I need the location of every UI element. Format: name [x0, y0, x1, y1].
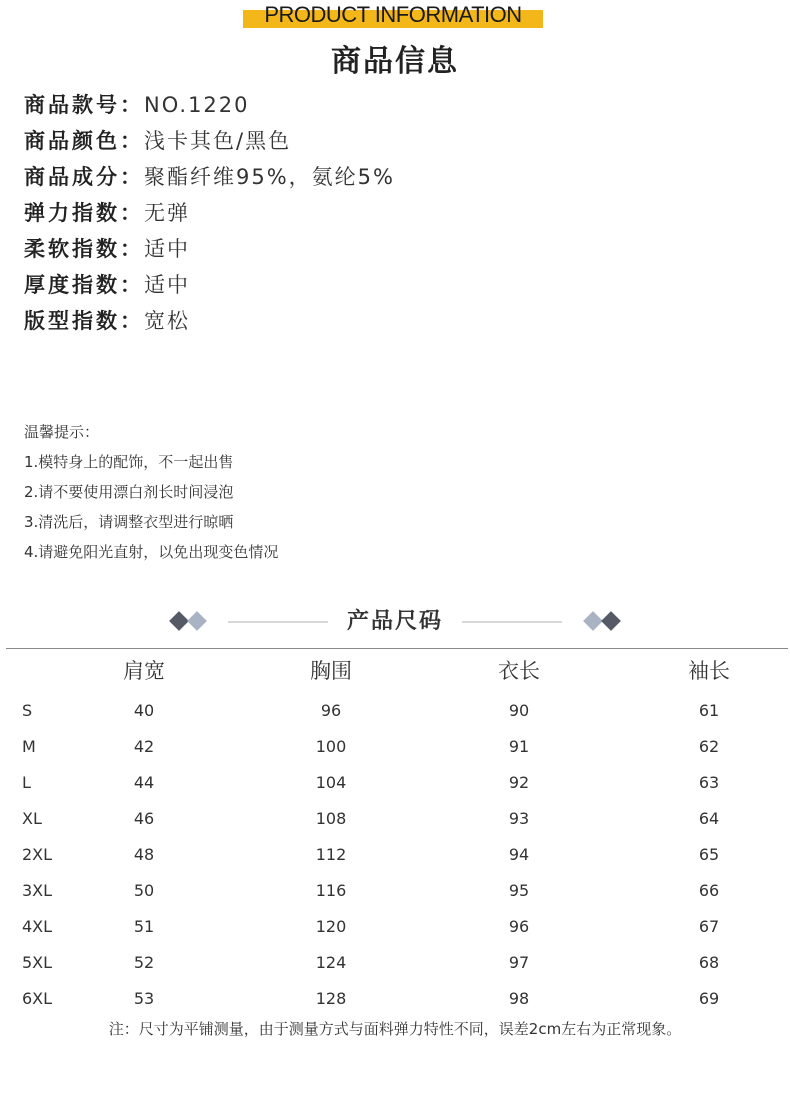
- size-cell: XL: [22, 809, 42, 828]
- chest-cell: 108: [315, 809, 347, 828]
- tip-item: 2.请不要使用漂白剂长时间浸泡: [24, 483, 234, 501]
- table-row: [0, 764, 790, 800]
- info-label: 商品款号：: [24, 93, 144, 117]
- table-row: [0, 728, 790, 764]
- info-value: 适中: [144, 273, 190, 297]
- size-cell: 4XL: [22, 917, 53, 936]
- info-value: NO.1220: [144, 93, 250, 117]
- chest-cell: 104: [315, 773, 347, 792]
- info-label: 商品成分：: [24, 165, 144, 189]
- info-value: 无弹: [144, 201, 190, 225]
- shoulder-cell: 51: [133, 917, 155, 936]
- info-value: 聚酯纤维95%，氨纶5%: [144, 165, 395, 189]
- header-banner: [243, 0, 543, 30]
- shoulder-cell: 42: [133, 737, 155, 756]
- size-cell: 3XL: [22, 881, 53, 900]
- shoulder-cell: 40: [133, 701, 155, 720]
- info-label: 版型指数：: [24, 309, 144, 333]
- shoulder-cell: 44: [133, 773, 155, 792]
- sleeve-cell: 63: [698, 773, 720, 792]
- size-table: [0, 654, 790, 1016]
- sleeve-cell: 65: [698, 845, 720, 864]
- page-title: 商品信息: [331, 44, 459, 79]
- divider-line: [462, 621, 562, 623]
- size-cell: M: [22, 737, 36, 756]
- size-section-title: 产品尺码: [346, 609, 443, 634]
- length-cell: 93: [508, 809, 530, 828]
- chest-cell: 128: [315, 989, 347, 1008]
- chest-cell: 100: [315, 737, 347, 756]
- length-cell: 90: [508, 701, 530, 720]
- care-tips: [24, 421, 278, 571]
- size-cell: L: [22, 773, 31, 792]
- header-cell-chest: 胸围: [310, 659, 352, 683]
- shoulder-cell: 52: [133, 953, 155, 972]
- info-value: 浅卡其色/黑色: [144, 129, 292, 153]
- table-row: [0, 692, 790, 728]
- length-cell: 91: [508, 737, 530, 756]
- sleeve-cell: 64: [698, 809, 720, 828]
- table-header-row: [0, 654, 790, 692]
- header-cell-shoulder: 肩宽: [123, 659, 165, 683]
- shoulder-cell: 53: [133, 989, 155, 1008]
- table-row: [0, 980, 790, 1016]
- shoulder-cell: 48: [133, 845, 155, 864]
- length-cell: 92: [508, 773, 530, 792]
- info-label: 商品颜色：: [24, 129, 144, 153]
- header-cell-sleeve: 袖长: [688, 659, 730, 683]
- info-label: 弹力指数：: [24, 201, 144, 225]
- length-cell: 98: [508, 989, 530, 1008]
- info-row-elasticity: [24, 198, 395, 234]
- sleeve-cell: 68: [698, 953, 720, 972]
- info-row-fit: [24, 306, 395, 342]
- size-cell: 6XL: [22, 989, 53, 1008]
- chest-cell: 112: [315, 845, 347, 864]
- info-value: 宽松: [144, 309, 190, 333]
- table-row: [0, 800, 790, 836]
- info-label: 柔软指数：: [24, 237, 144, 261]
- shoulder-cell: 50: [133, 881, 155, 900]
- tip-item: 4.请避免阳光直射，以免出现变色情况: [24, 543, 279, 561]
- header-en-title: PRODUCT INFORMATION: [264, 2, 522, 27]
- size-section-header: [0, 600, 790, 644]
- tip-item: 1.模特身上的配饰，不一起出售: [24, 453, 234, 471]
- size-cell: S: [22, 701, 33, 720]
- info-row-softness: [24, 234, 395, 270]
- header-cell-length: 衣长: [498, 659, 540, 683]
- chest-cell: 116: [315, 881, 347, 900]
- info-row-style-number: [24, 90, 395, 126]
- sleeve-cell: 69: [698, 989, 720, 1008]
- tips-title: 温馨提示：: [24, 423, 100, 441]
- chest-cell: 124: [315, 953, 347, 972]
- sleeve-cell: 66: [698, 881, 720, 900]
- length-cell: 96: [508, 917, 530, 936]
- table-row: [0, 836, 790, 872]
- size-cell: 2XL: [22, 845, 53, 864]
- table-row: [0, 908, 790, 944]
- table-row: [0, 944, 790, 980]
- sleeve-cell: 62: [698, 737, 720, 756]
- info-label: 厚度指数：: [24, 273, 144, 297]
- table-row: [0, 872, 790, 908]
- size-cell: 5XL: [22, 953, 53, 972]
- info-row-thickness: [24, 270, 395, 306]
- info-row-composition: [24, 162, 395, 198]
- length-cell: 94: [508, 845, 530, 864]
- sleeve-cell: 67: [698, 917, 720, 936]
- chest-cell: 96: [320, 701, 342, 720]
- length-cell: 97: [508, 953, 530, 972]
- table-top-divider: [6, 648, 788, 649]
- measurement-note: 注：尺寸为平铺测量，由于测量方式与面料弹力特性不同，误差2cm左右为正常现象。: [108, 1020, 682, 1038]
- tip-item: 3.清洗后，请调整衣型进行晾晒: [24, 513, 234, 531]
- info-value: 适中: [144, 237, 190, 261]
- info-row-color: [24, 126, 395, 162]
- product-info-list: [24, 90, 395, 342]
- shoulder-cell: 46: [133, 809, 155, 828]
- sleeve-cell: 61: [698, 701, 720, 720]
- length-cell: 95: [508, 881, 530, 900]
- chest-cell: 120: [315, 917, 347, 936]
